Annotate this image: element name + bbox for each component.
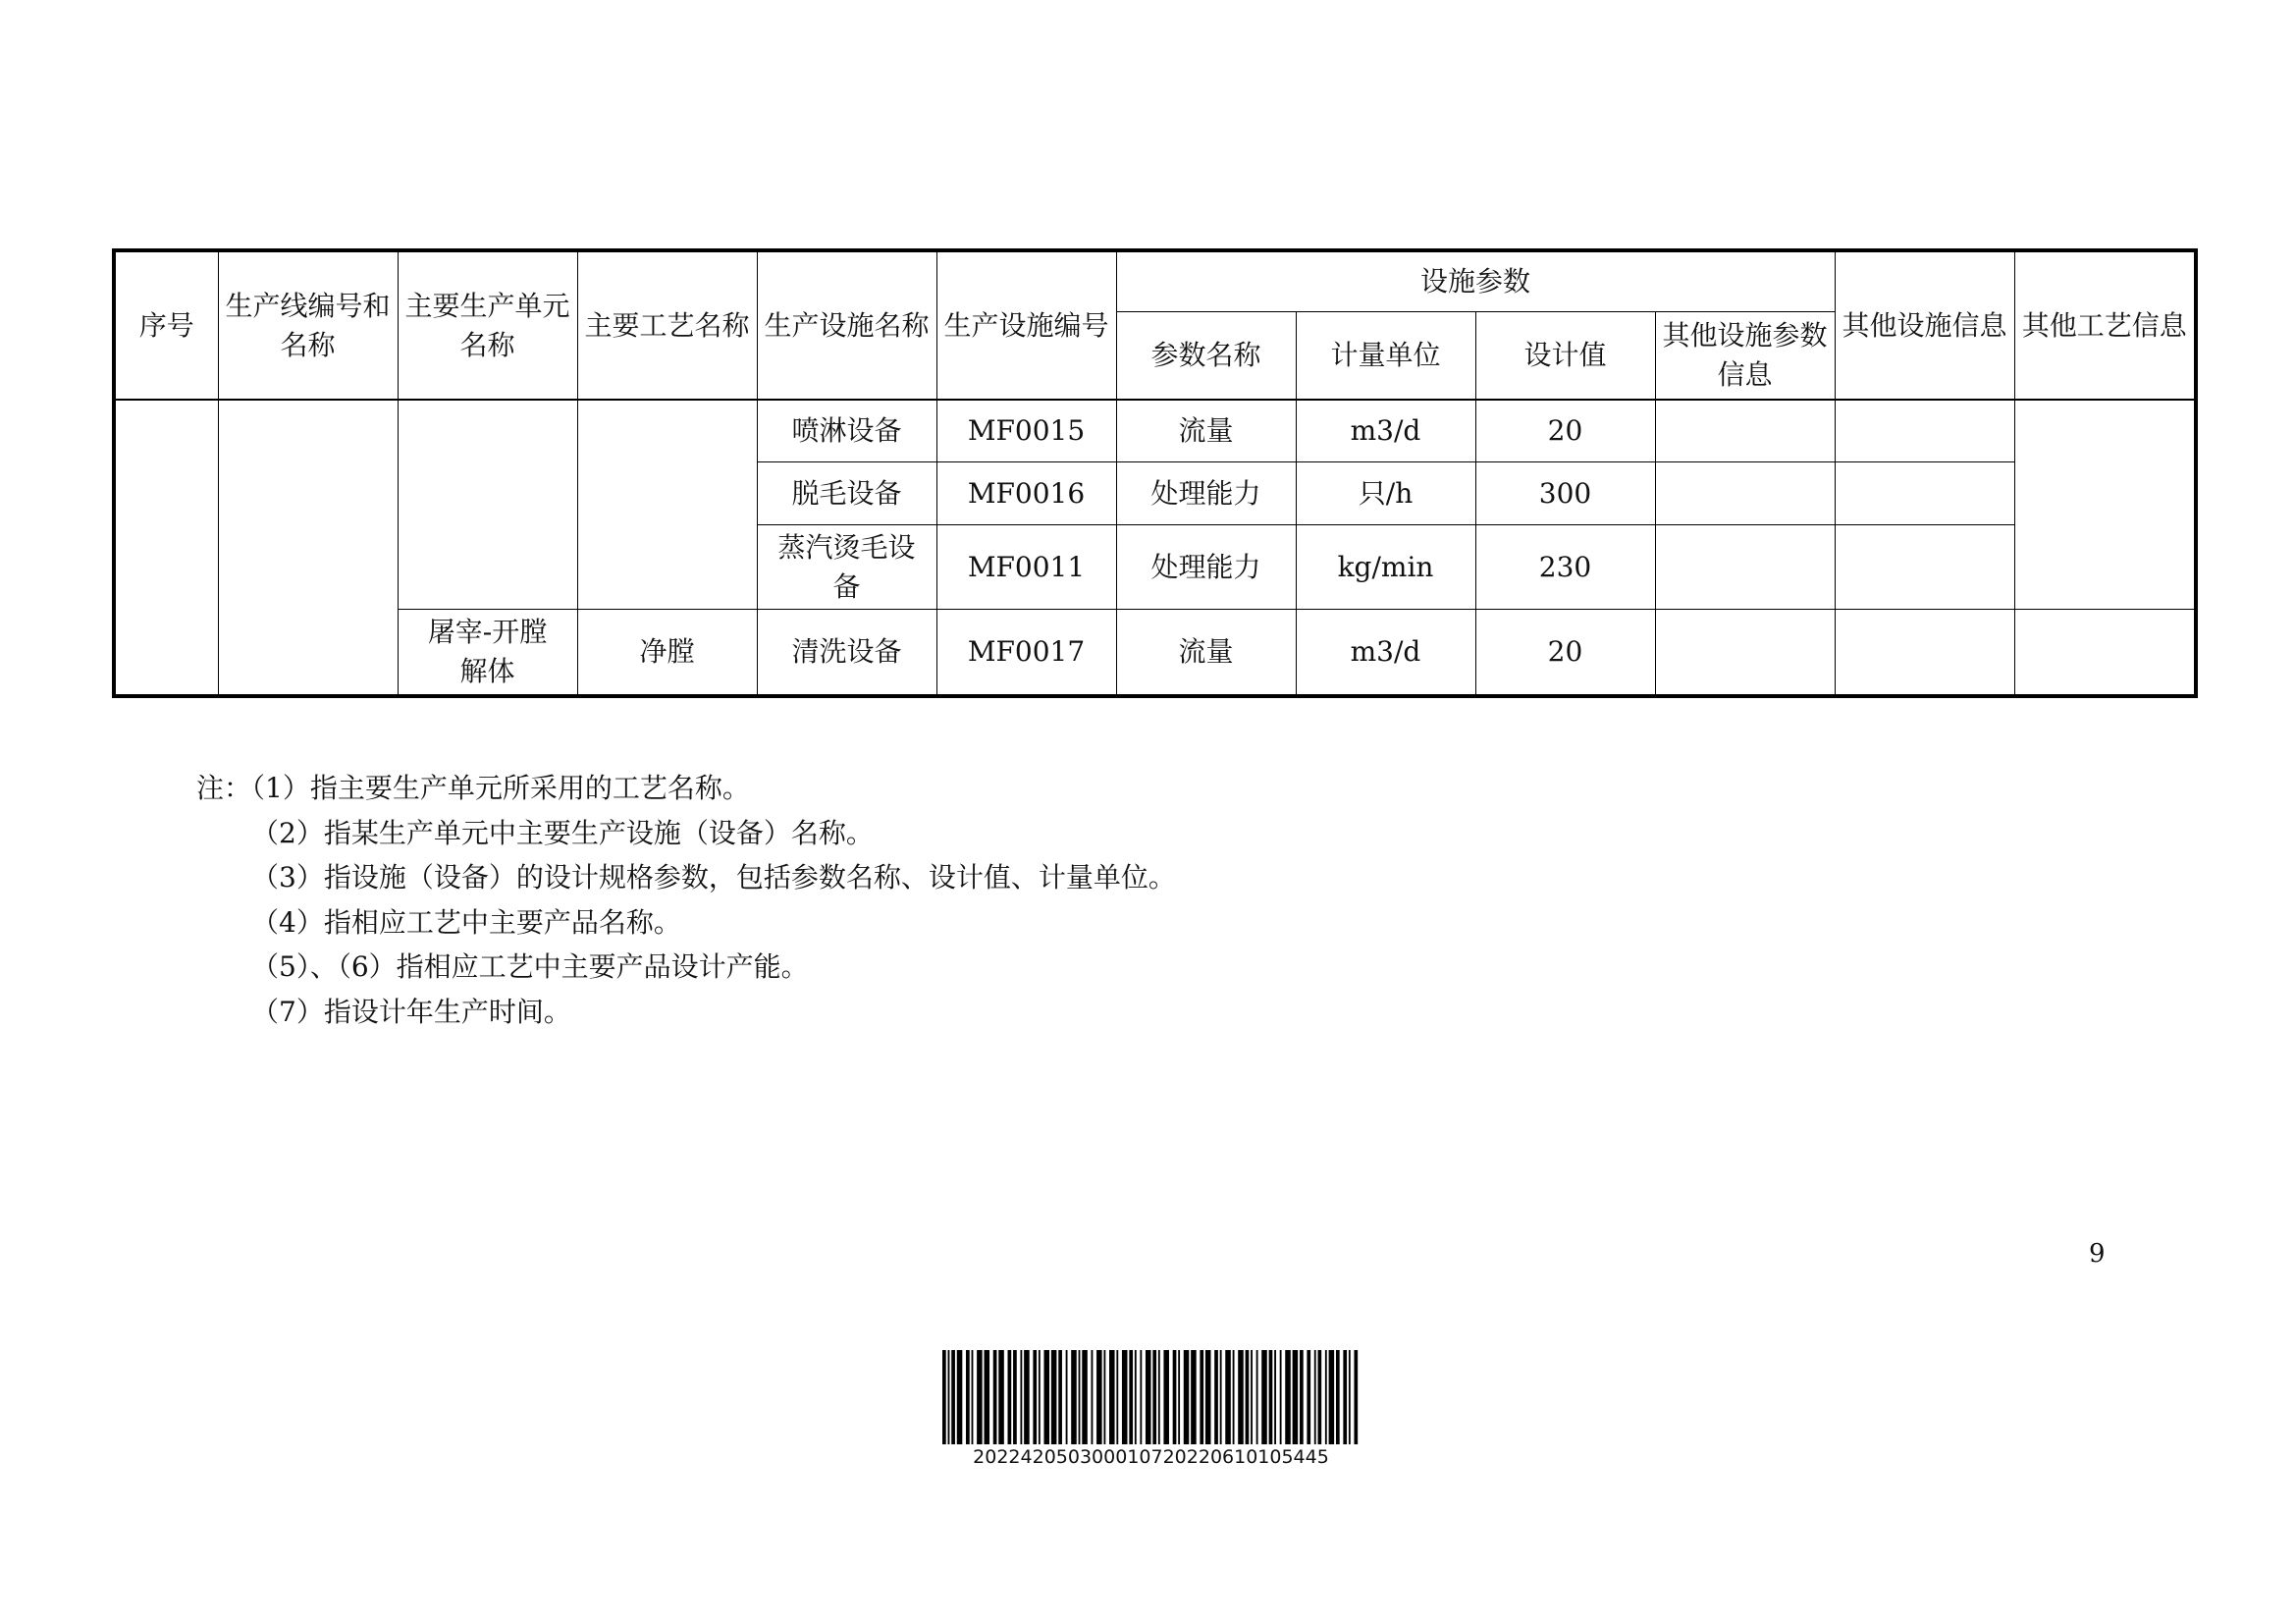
barcode-bar [1238,1350,1244,1444]
barcode-bar [1079,1350,1081,1444]
cell-param-name: 处理能力 [1116,462,1296,525]
cell-unit-of-measure: m3/d [1296,610,1475,697]
barcode-bar [948,1350,950,1444]
barcode-bar [1343,1350,1347,1444]
header-other-process-info: 其他工艺信息 [2014,250,2196,400]
cell-unit [398,400,577,610]
cell-other-facility-info [1835,610,2014,697]
cell-param-name: 处理能力 [1116,525,1296,610]
facility-table [112,248,2198,698]
header-design-value: 设计值 [1475,312,1655,401]
cell-other-facility-info [1835,525,2014,610]
barcode-bar [1146,1350,1151,1444]
barcode-bar [993,1350,997,1444]
cell-facility-name: 清洗设备 [757,610,936,697]
cell-design-value: 230 [1475,525,1655,610]
cell-unit-of-measure: 只/h [1296,462,1475,525]
barcode-bar [951,1350,955,1444]
barcode-bar [1269,1350,1273,1444]
header-unit: 主要生产单元名称 [398,250,577,400]
cell-facility-name: 喷淋设备 [757,400,936,462]
barcode-bar [1293,1350,1299,1444]
cell-param-name: 流量 [1116,400,1296,462]
barcode-bar [1092,1350,1094,1444]
cell-unit: 屠宰-开膛解体 [398,610,577,697]
barcode-bar [1280,1350,1282,1444]
header-facility-code: 生产设施编号 [936,250,1116,400]
barcode-bar [1033,1350,1037,1444]
cell-other-facility-info [1835,400,2014,462]
cell-other-param-info [1655,610,1835,697]
note-line: （3）指设施（设备）的设计规格参数，包括参数名称、设计值、计量单位。 [251,861,1176,893]
barcode-bar [1058,1350,1062,1444]
barcode-bar [1024,1350,1030,1444]
barcode-bar [1082,1350,1088,1444]
barcode-bar [1152,1350,1156,1444]
note-line: （5）、（6）指相应工艺中主要产品设计产能。 [251,950,809,983]
barcode-bar [1173,1350,1177,1444]
barcode [942,1350,1360,1468]
barcode-bar [972,1350,974,1444]
barcode-bar [1246,1350,1250,1444]
header-other-param-info: 其他设施参数信息 [1655,312,1835,401]
barcode-bar [1205,1350,1211,1444]
cell-unit-of-measure: m3/d [1296,400,1475,462]
barcode-bar [1307,1350,1310,1444]
barcode-bar [1071,1350,1077,1444]
table-row [114,400,2196,462]
barcode-bar [1233,1350,1235,1444]
cell-process [577,400,757,610]
barcode-bar [1191,1350,1197,1444]
barcode-bar [1300,1350,1304,1444]
header-process: 主要工艺名称 [577,250,757,400]
barcode-bar [1135,1350,1137,1444]
notes-block [196,766,1176,1034]
header-seq: 序号 [114,250,218,400]
cell-seq [114,400,218,696]
cell-other-facility-info [1835,462,2014,525]
barcode-bar [977,1350,983,1444]
barcode-bar [942,1350,946,1444]
barcode-bar [1256,1350,1258,1444]
barcode-bar [1096,1350,1102,1444]
barcode-bar [1336,1350,1340,1444]
barcode-bar [1163,1350,1169,1444]
barcode-image [942,1350,1360,1444]
cell-design-value: 20 [1475,400,1655,462]
barcode-bar [1251,1350,1253,1444]
barcode-bar [1008,1350,1012,1444]
cell-process: 净膛 [577,610,757,697]
barcode-bar [1066,1350,1068,1444]
page-number: 9 [2089,1239,2106,1269]
barcode-bar [1013,1350,1017,1444]
header-param-name: 参数名称 [1116,312,1296,401]
barcode-bar [957,1350,963,1444]
barcode-bar [1200,1350,1203,1444]
barcode-bar [1129,1350,1133,1444]
cell-facility-code: MF0011 [936,525,1116,610]
barcode-bar [1325,1350,1327,1444]
barcode-bar [1354,1350,1358,1444]
barcode-bar [1116,1350,1118,1444]
cell-line [218,400,398,696]
header-facility-name: 生产设施名称 [757,250,936,400]
barcode-bar [1225,1350,1231,1444]
cell-unit-of-measure: kg/min [1296,525,1475,610]
barcode-bar [1184,1350,1190,1444]
barcode-bar [1103,1350,1105,1444]
barcode-bar [1140,1350,1142,1444]
cell-design-value: 300 [1475,462,1655,525]
barcode-bar [1349,1350,1351,1444]
note-line: 注：（1）指主要生产单元所采用的工艺名称。 [196,772,750,804]
barcode-bar [966,1350,970,1444]
barcode-bar [1314,1350,1316,1444]
barcode-bar [1178,1350,1180,1444]
note-line: （2）指某生产单元中主要生产设施（设备）名称。 [251,816,874,849]
header-params-group: 设施参数 [1116,250,1835,312]
barcode-bar [1220,1350,1222,1444]
barcode-bar [1318,1350,1322,1444]
cell-facility-name: 蒸汽烫毛设备 [757,525,936,610]
cell-other-param-info [1655,462,1835,525]
note-line: （7）指设计年生产时间。 [251,995,571,1028]
cell-facility-code: MF0017 [936,610,1116,697]
cell-design-value: 20 [1475,610,1655,697]
barcode-bar [1122,1350,1128,1444]
note-line: （4）指相应工艺中主要产品名称。 [251,905,681,939]
barcode-bar [1158,1350,1160,1444]
barcode-bar [985,1350,990,1444]
header-line: 生产线编号和名称 [218,250,398,400]
cell-other-param-info [1655,525,1835,610]
barcode-bar [1329,1350,1335,1444]
header-other-facility-info: 其他设施信息 [1835,250,2014,400]
header-unit-of-measure: 计量单位 [1296,312,1475,401]
cell-other-process-info [2014,400,2196,610]
cell-param-name: 流量 [1116,610,1296,697]
cell-other-process-info [2014,610,2196,697]
barcode-bar [1039,1350,1041,1444]
barcode-bar [1109,1350,1115,1444]
barcode-bar [1285,1350,1291,1444]
barcode-bar [1043,1350,1049,1444]
barcode-bar [998,1350,1004,1444]
barcode-bar [1051,1350,1057,1444]
barcode-bar [1261,1350,1267,1444]
cell-facility-code: MF0016 [936,462,1116,525]
cell-other-param-info [1655,400,1835,462]
barcode-bar [1274,1350,1276,1444]
barcode-bar [1214,1350,1218,1444]
barcode-number: 202242050300010720220610105445 [973,1446,1329,1468]
table-row [114,610,2196,697]
cell-facility-code: MF0015 [936,400,1116,462]
cell-facility-name: 脱毛设备 [757,462,936,525]
barcode-bar [1020,1350,1022,1444]
